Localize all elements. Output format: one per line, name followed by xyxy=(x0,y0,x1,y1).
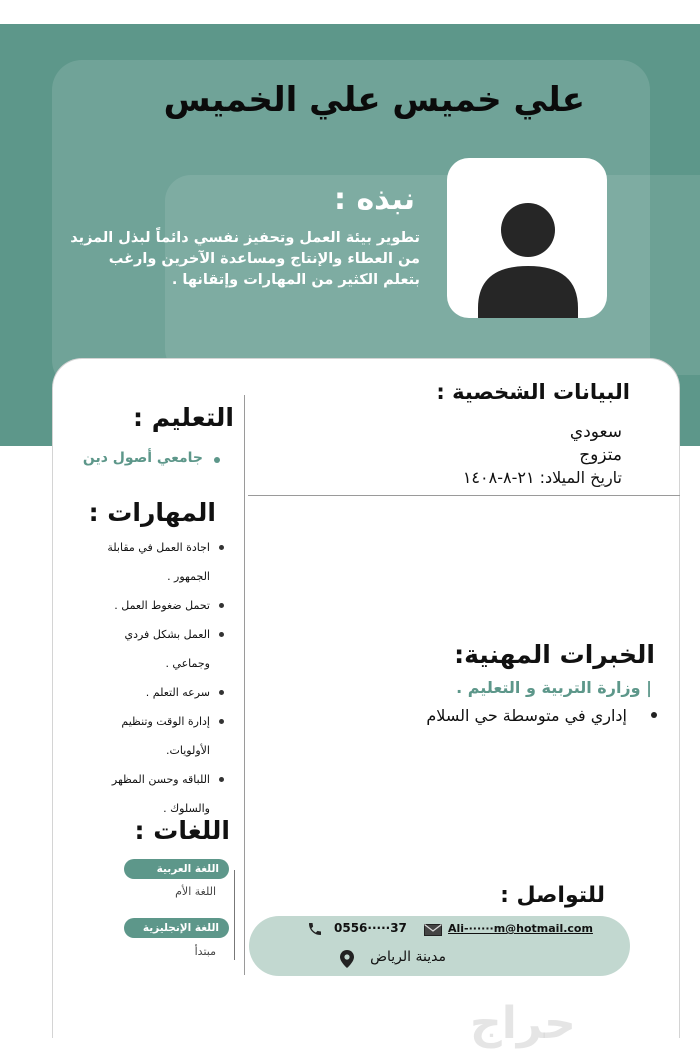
language-level: اللغة الأم xyxy=(175,885,216,898)
city: مدينة الرياض xyxy=(370,949,446,965)
skill-line: الأولويات. xyxy=(166,744,210,757)
languages-timeline xyxy=(234,870,235,960)
skill-line: اللباقه وحسن المظهر xyxy=(60,765,210,794)
marital-status: متزوج xyxy=(579,445,622,465)
personal-title: البيانات الشخصية : xyxy=(436,380,630,404)
profile-photo xyxy=(447,158,607,318)
about-title: نبذه : xyxy=(334,182,415,217)
skills-list xyxy=(60,533,228,823)
education-item: جامعي أصول دين xyxy=(82,450,203,466)
watermark: حراج xyxy=(470,998,576,1049)
skills-title: المهارات : xyxy=(88,498,216,527)
experience-title: الخبرات المهنية: xyxy=(454,640,655,669)
email-address[interactable]: Ali-······m@hotmail.com xyxy=(448,922,593,935)
nationality: سعودي xyxy=(569,422,622,442)
language-pill: اللغة الإنجليزية xyxy=(124,918,229,938)
skill-line: والسلوك . xyxy=(163,802,210,815)
skill-line: العمل بشكل فردي xyxy=(60,620,210,649)
about-text: تطوير بيئة العمل وتحفيز نفسي دائماً لبذل المزيد من العطاء والإنتاج ومساعدة الآخرين وارغب بتعلم الكثير من المهارات وإتقانها . xyxy=(70,230,420,288)
education-bullet xyxy=(214,457,220,463)
user-avatar-icon xyxy=(447,158,607,318)
language-level: مبتدأ xyxy=(194,945,216,958)
experience-org: | وزارة التربية و التعليم . xyxy=(456,678,652,697)
full-name: علي خميس علي الخميس xyxy=(163,80,585,120)
location-pin-icon xyxy=(340,950,354,968)
envelope-icon xyxy=(424,924,442,936)
skill-line: إدارة الوقت وتنظيم xyxy=(60,707,210,736)
phone-number[interactable]: 0556·····37 xyxy=(334,921,407,935)
skill-line: تحمل ضغوط العمل . xyxy=(60,591,210,620)
experience-role: إداري في متوسطة حي السلام xyxy=(426,706,627,725)
skill-line: سرعه التعلم . xyxy=(60,678,210,707)
section-divider xyxy=(248,495,680,496)
column-divider xyxy=(244,395,245,975)
skill-line: اجادة العمل في مقابلة xyxy=(60,533,210,562)
education-title: التعليم : xyxy=(133,403,234,432)
experience-bullet xyxy=(651,712,657,718)
contact-title: للتواصل : xyxy=(500,883,605,908)
birth-date: تاريخ الميلاد: ٢١-٨-١٤٠٨ xyxy=(462,468,622,487)
phone-icon xyxy=(307,921,323,937)
skill-line: الجمهور . xyxy=(167,570,210,583)
skill-line: وجماعي . xyxy=(165,657,210,670)
language-pill: اللغة العربية xyxy=(124,859,229,879)
languages-title: اللغات : xyxy=(134,816,230,845)
